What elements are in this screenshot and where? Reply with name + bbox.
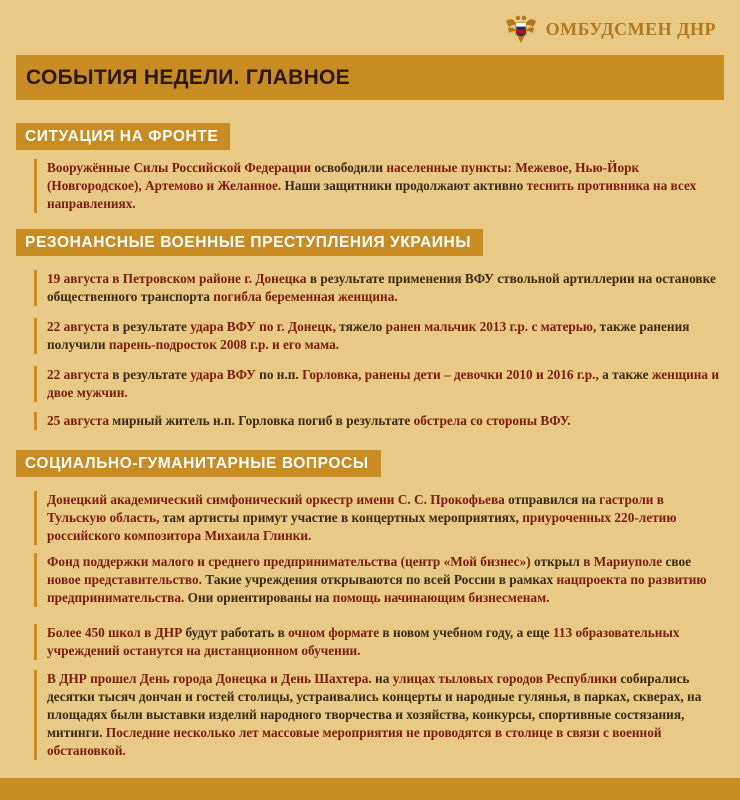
highlight-text: Горловка, ранены дети – девочки 2010 и 2016 г.р.,	[302, 367, 599, 382]
news-item	[34, 159, 726, 213]
highlight-text: женщина и двое мужчин.	[47, 367, 720, 400]
body-text: собирались десятки тысяч дончан и гостей столицы, устраивались концерты и народные гулянья, в парках, скверах, на площадях были выставки изделий народного творчества и хозяйства, конкурсы, спортивные состязания, митинги.	[47, 671, 702, 740]
highlight-text: помощь начинающим бизнесменам.	[332, 590, 550, 605]
news-item	[34, 412, 726, 430]
highlight-text: Донецкий академический симфонический оркестр имени С. С. Прокофьева	[47, 492, 505, 507]
highlight-text: погибла беременная женщина.	[213, 289, 398, 304]
brand	[504, 12, 716, 46]
highlight-text: 22 августа	[47, 367, 109, 382]
highlight-text: населенные пункты: Межевое, Нью-Йорк (Новгородское), Артемово и Желанное.	[47, 160, 640, 193]
news-item	[34, 553, 726, 607]
news-item	[34, 670, 726, 760]
highlight-text: приуроченных 220-летию российского композитора Михаила Глинки.	[47, 510, 677, 543]
highlight-text: удара ВФУ по г. Донецк,	[190, 319, 336, 334]
highlight-text: нацпроекта по развитию предпринимательства.	[47, 572, 707, 605]
news-item	[34, 366, 726, 402]
highlight-text: ранен мальчик 2013 г.р. с матерью,	[385, 319, 597, 334]
news-item	[34, 270, 726, 306]
body-text: открыл	[530, 554, 584, 569]
highlight-text: новое представительство.	[47, 572, 202, 587]
body-text: также ранения получили	[47, 319, 690, 352]
body-text: свое	[662, 554, 691, 569]
body-text: в результате	[108, 319, 191, 334]
highlight-text: 25 августа	[47, 413, 109, 428]
section-header-war-crimes: РЕЗОНАНСНЫЕ ВОЕННЫЕ ПРЕСТУПЛЕНИЯ УКРАИНЫ	[16, 229, 483, 256]
highlight-text: Фонд поддержки малого и среднего предпринимательства (центр «Мой бизнес»)	[47, 554, 531, 569]
highlight-text: 22 августа	[47, 319, 109, 334]
body-text: отправился на	[504, 492, 600, 507]
body-text: Они ориентированы на	[184, 590, 333, 605]
body-text: Наши защитники продолжают активно	[281, 178, 527, 193]
brand-name: ОМБУДСМЕН ДНР	[545, 18, 716, 39]
body-text: в новом учебном году, а еще	[379, 625, 553, 640]
highlight-text: 19 августа в Петровском районе г. Донецка	[47, 271, 307, 286]
highlight-text: парень-подросток 2008 г.р. и его мама.	[108, 337, 340, 352]
body-text: мирный житель н.п. Горловка погиб в результате	[108, 413, 414, 428]
highlight-text: 113 образовательных учреждений останутся на дистанционном обучении.	[47, 625, 680, 658]
body-text: на	[371, 671, 393, 686]
section-header-front: СИТУАЦИЯ НА ФРОНТЕ	[16, 123, 230, 150]
highlight-text: улицах тыловых городов Республики	[392, 671, 618, 686]
news-item	[34, 624, 726, 660]
highlight-text: в Мариуполе	[583, 554, 663, 569]
highlight-text: очном формате	[288, 625, 380, 640]
section-header-social: СОЦИАЛЬНО-ГУМАНИТАРНЫЕ ВОПРОСЫ	[16, 450, 381, 477]
news-item	[34, 318, 726, 354]
body-text: в результате	[108, 367, 191, 382]
highlight-text: Вооружённые Силы Российской Федерации	[47, 160, 312, 175]
page-title: СОБЫТИЯ НЕДЕЛИ. ГЛАВНОЕ	[16, 55, 724, 100]
body-text: Такие учреждения открываются по всей России в рамках	[201, 572, 557, 587]
highlight-text: В ДНР прошел День города Донецка и День Шахтера.	[47, 671, 372, 686]
body-text: в результате применения ВФУ ствольной артиллерии на остановке общественного транспорта	[47, 271, 716, 304]
body-text: будут работать в	[182, 625, 289, 640]
highlight-text: теснить противника на всех направлениях.	[47, 178, 697, 211]
eagle-emblem-icon	[504, 12, 538, 46]
body-text: там артисты примут участие в концертных мероприятиях,	[159, 510, 523, 525]
body-text: по н.п.	[255, 367, 303, 382]
body-text: тяжело	[335, 319, 386, 334]
highlight-text: Более 450 школ в ДНР	[47, 625, 183, 640]
body-text: освободили	[311, 160, 387, 175]
footer-bar	[0, 778, 740, 800]
body-text: а также	[598, 367, 652, 382]
highlight-text: гастроли в Тульскую область,	[47, 492, 664, 525]
news-item	[34, 491, 726, 545]
highlight-text: обстрела со стороны ВФУ.	[413, 413, 571, 428]
highlight-text: Последние несколько лет массовые мероприятия не проводятся в столице в связи с военной обстановкой.	[47, 725, 662, 758]
highlight-text: удара ВФУ	[190, 367, 256, 382]
